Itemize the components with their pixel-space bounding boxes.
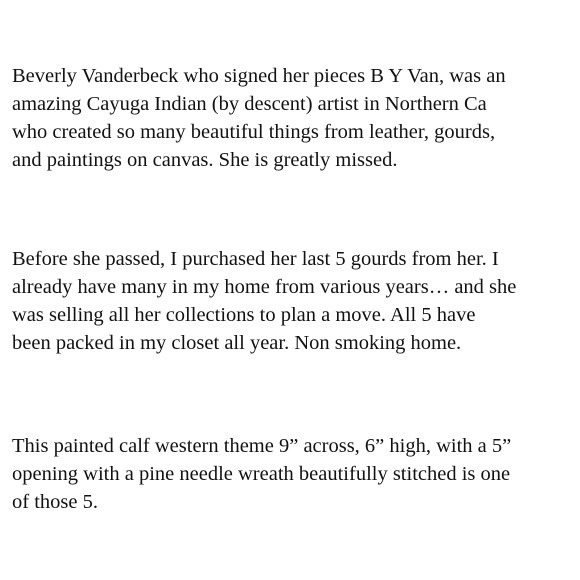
text-line: This painted calf western theme 9” across, 6” high, with a 5” [12,435,512,457]
paragraph-artist-bio [12,62,568,174]
text-line: been packed in my closet all year. Non smoking home. [12,332,462,354]
text-line: Beverly Vanderbeck who signed her pieces B Y Van, was an [12,65,506,87]
text-line: Before she passed, I purchased her last 5 gourds from her. I [12,248,499,270]
text-line: opening with a pine needle wreath beautifully stitched is one [12,463,511,485]
text-line: who created so many beautiful things from leather, gourds, [12,121,496,143]
text-line: of those 5. [12,491,98,513]
text-line: was selling all her collections to plan a move. All 5 have [12,304,476,326]
paragraph-purchase-story [12,245,568,357]
text-line: amazing Cayuga Indian (by descent) artist in Northern Ca [12,93,487,115]
paragraph-item-description [12,432,568,516]
text-line: and paintings on canvas. She is greatly missed. [12,149,398,171]
text-line: already have many in my home from various years… and she [12,276,517,298]
